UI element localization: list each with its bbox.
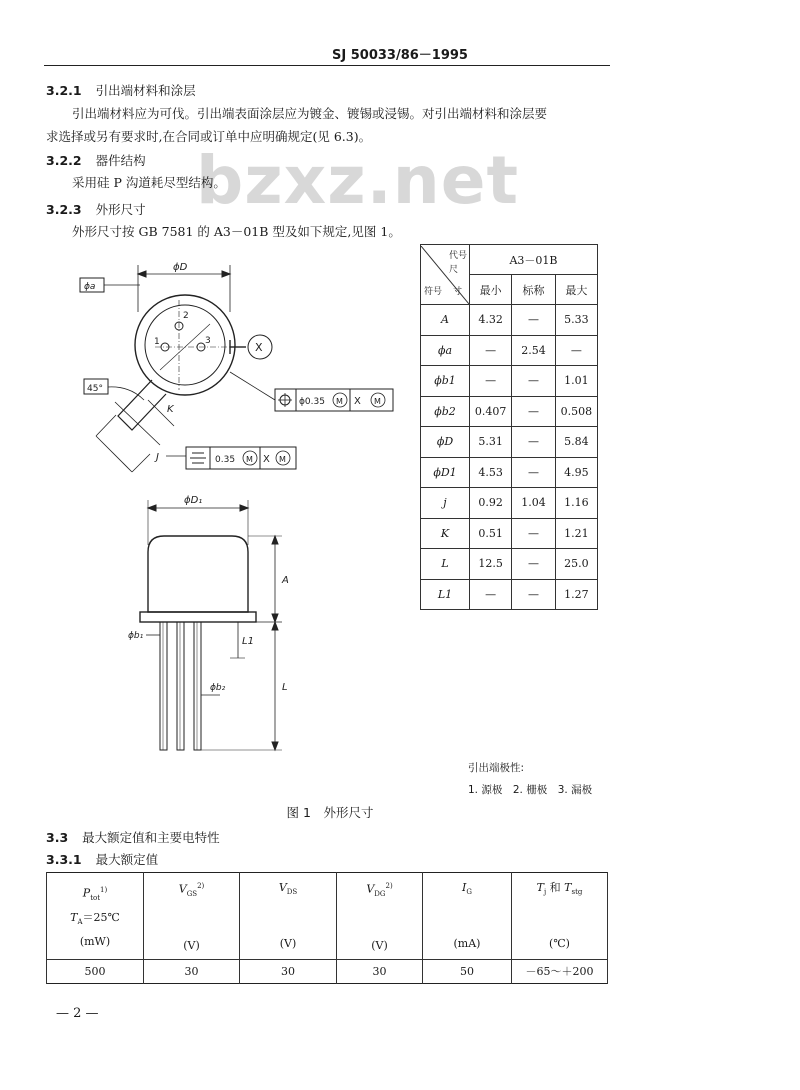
tstg-symbol: T xyxy=(564,880,572,894)
row-max: 5.84 xyxy=(555,427,597,458)
value-vdg: 30 xyxy=(337,959,423,983)
row-max: 1.16 xyxy=(555,488,597,519)
vds-sub: DS xyxy=(286,888,298,897)
section-number: 3.3 xyxy=(46,830,69,845)
section-3-3-1-heading xyxy=(46,850,158,868)
label-phiD: ϕD xyxy=(173,262,188,273)
section-number: 3.2.2 xyxy=(46,153,82,168)
pin-2-label: 2 xyxy=(183,311,189,321)
cond-sub: A xyxy=(77,917,83,926)
table-row xyxy=(421,366,598,397)
col-ig xyxy=(423,873,512,960)
section-3-2-2-heading xyxy=(46,151,146,169)
cond-value: ＝25℃ xyxy=(82,910,120,924)
outline-drawing xyxy=(70,240,420,780)
tj-symbol: T xyxy=(536,880,544,894)
vds-unit: (V) xyxy=(279,937,297,951)
temp-unit: (℃) xyxy=(549,937,570,951)
label-j: J xyxy=(156,452,159,463)
max-rating-table xyxy=(46,872,608,984)
row-nom: — xyxy=(512,518,556,549)
dimension-table xyxy=(420,244,598,610)
col-min: 最小 xyxy=(470,275,512,305)
mmc-symbol: M xyxy=(374,397,381,406)
mmc-symbol: M xyxy=(246,455,253,464)
table-row xyxy=(421,457,598,488)
row-symbol: A xyxy=(421,305,470,336)
vdg-sub: DG xyxy=(374,889,386,898)
vgs-unit: (V) xyxy=(183,938,200,952)
vgs-symbol: V xyxy=(178,882,187,896)
label-phib1: ϕb₁ xyxy=(128,631,144,641)
row-max: 1.27 xyxy=(555,579,597,610)
table-row xyxy=(421,488,598,519)
row-max: 5.33 xyxy=(555,305,597,336)
row-symbol: ϕD xyxy=(421,427,470,458)
corner-diagonal xyxy=(421,246,469,304)
pin-polarity-list: 1. 源极 2. 栅极 3. 漏极 xyxy=(468,784,593,796)
section-number: 3.2.3 xyxy=(46,202,82,217)
row-nom: — xyxy=(512,457,556,488)
row-symbol: j xyxy=(421,488,470,519)
section-3-3-heading xyxy=(46,828,220,846)
label-phia: ϕa xyxy=(84,282,96,292)
col-vds xyxy=(240,873,337,960)
section-number: 3.3.1 xyxy=(46,852,82,867)
section-title: 最大额定值 xyxy=(95,852,159,867)
watermark: bzxz.net xyxy=(196,142,520,219)
mmc-symbol: M xyxy=(279,455,286,464)
pin-3-label: 3 xyxy=(205,336,211,346)
standard-number: SJ 50033/86－1995 xyxy=(332,48,468,63)
label-k: K xyxy=(167,404,174,415)
table-row xyxy=(421,335,598,366)
row-min: 0.407 xyxy=(470,396,512,427)
row-min: 4.53 xyxy=(470,457,512,488)
section-3-2-3-heading xyxy=(46,200,146,218)
label-angle: 45° xyxy=(87,384,103,394)
section-3-2-1-line2: 求选择或另有要求时,在合同或订单中应明确规定(见 6.3)。 xyxy=(46,129,372,144)
row-nom: — xyxy=(512,305,556,336)
row-max: 4.95 xyxy=(555,457,597,488)
row-min: — xyxy=(470,579,512,610)
label-a: A xyxy=(282,575,289,586)
col-nom: 标称 xyxy=(512,275,556,305)
vdg-symbol: V xyxy=(366,882,375,896)
label-l1: L1 xyxy=(242,636,254,647)
row-nom: — xyxy=(512,549,556,580)
row-symbol: ϕa xyxy=(421,335,470,366)
value-temp: －65～＋200 xyxy=(512,959,608,983)
section-title: 器件结构 xyxy=(95,153,146,168)
vdg-note: 2) xyxy=(385,882,393,890)
row-max: 25.0 xyxy=(555,549,597,580)
table-row xyxy=(421,579,598,610)
ig-sub: G xyxy=(466,888,472,897)
pin-polarity-title: 引出端极性: xyxy=(468,762,525,774)
col-vdg xyxy=(337,873,423,960)
row-symbol: L xyxy=(421,549,470,580)
row-min: 0.51 xyxy=(470,518,512,549)
row-symbol: K xyxy=(421,518,470,549)
row-min: 4.32 xyxy=(470,305,512,336)
col-vgs xyxy=(144,873,240,960)
section-title: 最大额定值和主要电特性 xyxy=(82,830,220,845)
mmc-symbol: M xyxy=(336,397,343,406)
row-min: 0.92 xyxy=(470,488,512,519)
value-vgs: 30 xyxy=(144,959,240,983)
row-nom: 1.04 xyxy=(512,488,556,519)
page-number: — 2 — xyxy=(56,1006,99,1021)
value-ptot: 500 xyxy=(47,959,144,983)
row-symbol: ϕD1 xyxy=(421,457,470,488)
table-corner-cell xyxy=(421,245,470,305)
col-max: 最大 xyxy=(555,275,597,305)
datum-ref-x: X xyxy=(263,454,270,465)
label-l: L xyxy=(282,682,288,693)
vds-symbol: V xyxy=(278,880,287,894)
section-3-2-3-text: 外形尺寸按 GB 7581 的 A3－01B 型及如下规定,见图 1。 xyxy=(72,224,401,239)
row-symbol: ϕb1 xyxy=(421,366,470,397)
label-phiD1: ϕD₁ xyxy=(184,495,203,506)
section-title: 外形尺寸 xyxy=(95,202,146,217)
row-symbol: L1 xyxy=(421,579,470,610)
section-title: 引出端材料和涂层 xyxy=(95,83,196,98)
corner-code: 代号 xyxy=(449,250,468,261)
value-vds: 30 xyxy=(240,959,337,983)
row-max: 0.508 xyxy=(555,396,597,427)
figure-caption: 图 1 外形尺寸 xyxy=(286,805,374,820)
corner-cun: 寸 xyxy=(453,286,463,297)
tstg-sub: stg xyxy=(571,888,583,897)
corner-chi: 尺 xyxy=(449,264,459,275)
ig-symbol: I xyxy=(462,880,467,894)
row-min: 5.31 xyxy=(470,427,512,458)
value-ig: 50 xyxy=(423,959,512,983)
row-min: 12.5 xyxy=(470,549,512,580)
package-type: A3－01B xyxy=(470,245,598,275)
section-3-2-1-line1: 引出端材料应为可伐。引出端表面涂层应为镀金、镀锡或浸锡。对引出端材料和涂层要 xyxy=(72,106,548,121)
table-row xyxy=(421,549,598,580)
row-nom: 2.54 xyxy=(512,335,556,366)
tj-sub: j xyxy=(543,888,547,897)
section-3-2-2-text: 采用硅 P 沟道耗尽型结构。 xyxy=(72,175,226,190)
ptot-symbol: P xyxy=(82,886,91,900)
ptot-sub: tot xyxy=(90,893,101,902)
top-view xyxy=(80,262,393,472)
cond-t: T xyxy=(70,910,78,924)
row-max: 1.01 xyxy=(555,366,597,397)
ig-unit: (mA) xyxy=(453,937,481,951)
ptot-note: 1) xyxy=(100,885,108,894)
section-number: 3.2.1 xyxy=(46,83,82,98)
col-ptot xyxy=(47,873,144,960)
tol-symmetry-value: 0.35 xyxy=(215,455,236,465)
row-nom: — xyxy=(512,396,556,427)
corner-symbol: 符号 xyxy=(424,286,443,297)
datum-x-label: X xyxy=(255,341,263,354)
label-phib2: ϕb₂ xyxy=(210,683,226,693)
section-3-2-1-heading xyxy=(46,81,196,99)
row-max: 1.21 xyxy=(555,518,597,549)
vgs-sub: GS xyxy=(186,889,198,898)
header-rule xyxy=(44,65,610,66)
row-min: — xyxy=(470,366,512,397)
table-row xyxy=(421,396,598,427)
row-min: — xyxy=(470,335,512,366)
side-view xyxy=(128,495,289,750)
row-max: — xyxy=(555,335,597,366)
vdg-unit: (V) xyxy=(371,938,388,952)
row-nom: — xyxy=(512,366,556,397)
table-row xyxy=(421,518,598,549)
table-row xyxy=(421,427,598,458)
pin-1-label: 1 xyxy=(154,337,160,347)
col-temp xyxy=(512,873,608,960)
row-symbol: ϕb2 xyxy=(421,396,470,427)
table-row xyxy=(421,305,598,336)
row-nom: — xyxy=(512,579,556,610)
ptot-unit: (mW) xyxy=(79,934,111,948)
tol-position-value: ϕ0.35 xyxy=(299,397,325,407)
vgs-note: 2) xyxy=(197,882,205,890)
row-nom: — xyxy=(512,427,556,458)
and-text: 和 xyxy=(546,880,565,894)
datum-ref-x: X xyxy=(354,396,361,407)
table-row xyxy=(47,959,608,983)
